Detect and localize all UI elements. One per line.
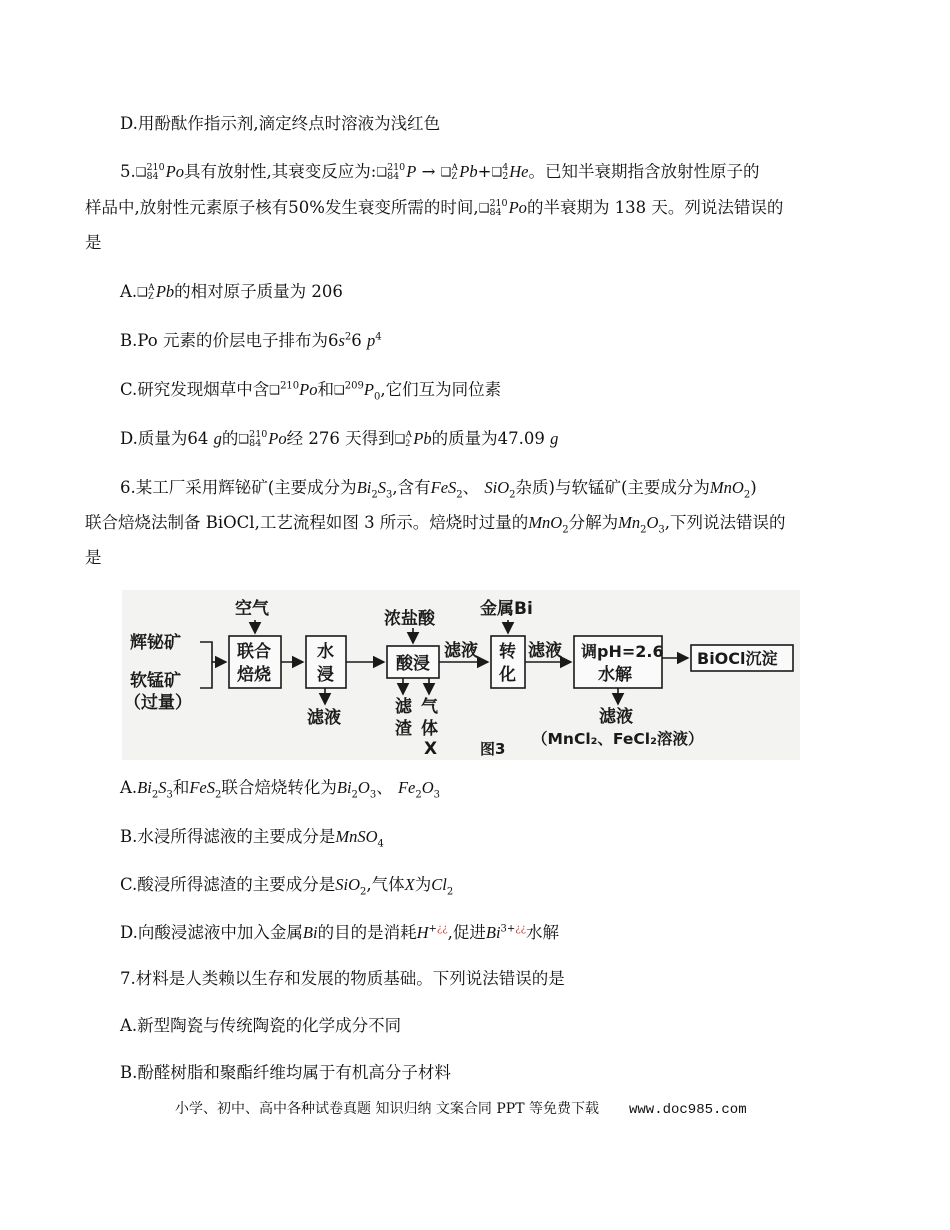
water-filtrate-label: 滤液 [307, 708, 341, 728]
roast-label-2: 焙烧 [237, 665, 271, 685]
acid-filtrate-label: 滤液 [444, 641, 478, 661]
air-label: 空气 [235, 599, 269, 619]
q7-option-b: B.酚醛树脂和聚酯纤维均属于有机高分子材料 [120, 1063, 451, 1082]
residue-label-1: 滤 [395, 697, 412, 717]
q5-stem-line2: 样品中,放射性元素原子核有50%发生衰变所需的时间,❑ 210 84 Po的半衰期为 138 天。列说法错误的 [85, 198, 784, 218]
q5-option-b: B.Po 元素的价层电子排布为$6s^26$ $p^4$ [120, 331, 382, 350]
ore-excess-note: （过量） [124, 693, 192, 713]
q7-stem: 7.材料是人类赖以生存和发展的物质基础。下列说法错误的是 [120, 969, 565, 988]
ore-bismuthinite: 辉铋矿 [130, 633, 181, 653]
placeholder-box-icon: ❑ [478, 201, 490, 215]
placeholder-box-icon: ❑ [269, 383, 281, 397]
residue-label-2: 渣 [395, 719, 412, 739]
placeholder-box-icon: ❑ [137, 285, 148, 299]
convert-label-2: 化 [499, 665, 516, 685]
q6-option-a: $A.Bi_2S_3$和FeS$_2$联合焙烧转化为$Bi_2O_3$、 $Fe_2O_3$ [120, 778, 441, 801]
gas-label-x: X [424, 739, 438, 759]
placeholder-box-icon: ❑ [440, 165, 452, 179]
gas-label-1: 气 [421, 697, 438, 717]
ore-bracket [200, 642, 212, 688]
ore-pyrolusite: 软锰矿 [130, 671, 181, 691]
placeholder-box-icon: ❑ [334, 383, 345, 397]
ph-adjust-label: 调pH=2.6 [581, 642, 664, 661]
bi-metal-label: 金属Bi [480, 599, 533, 619]
filtrate-contents-label: （MnCl₂、FeCl₂溶液） [532, 730, 704, 748]
q5-stem-line3: 是 [85, 233, 102, 252]
q4-option-d: D.用酚酞作指示剂,滴定终点时溶液为浅红色 [120, 114, 441, 133]
roast-label-1: 联合 [237, 642, 271, 662]
q7-option-a: A.新型陶瓷与传统陶瓷的化学成分不同 [120, 1016, 402, 1035]
q6-stem-line2: 联合焙烧法制备 BiOCl,工艺流程如图 3 所示。焙烧时过量的MnO$_2$分解为$Mn_2O_3$,下列说法错误的 [85, 513, 786, 536]
q6-option-c: C.酸浸所得滤渣的主要成分是SiO$_2$,气体X为$Cl_2$ [120, 875, 454, 898]
q5-option-a: A.❑ A Z Pb的相对原子质量为 206 [120, 282, 343, 302]
process-flow-diagram [122, 590, 800, 760]
q6-option-d: D.向酸浸滤液中加入金属Bi的目的是消耗H+¿¿,促进$Bi^{3+¿¿}$水解 [120, 923, 560, 942]
page-footer [175, 1098, 747, 1118]
q6-option-b: B.水浸所得滤液的主要成分是MnSO$_4$ [120, 827, 384, 850]
hydrolysis-filtrate-label: 滤液 [599, 707, 633, 727]
q5-option-d: D.质量为64 g的❑ 210 84 Po经 276 天得到❑ A 2 Pb的质量为47.09 g [120, 429, 559, 449]
footer-url[interactable]: www.doc985.com [628, 1102, 747, 1118]
product-label: BiOCl沉淀 [697, 649, 778, 668]
footer-text: 小学、初中、高中各种试卷真题 知识归纳 文案合同 PPT 等免费下载 [175, 1101, 599, 1117]
acid-leach-label: 酸浸 [396, 654, 430, 674]
q5-stem-line1: 5.❑ 210 84 Po具有放射性,其衰变反应为:❑ 210 84 P → ❑ A Z Pb+❑ 4 2 He。已知半衰期指含放射性原子的 [120, 162, 760, 182]
water-leach-label-1: 水 [317, 642, 334, 662]
figure-caption: 图3 [480, 740, 506, 758]
placeholder-box-icon: ❑ [238, 432, 250, 446]
q6-stem-line3: 是 [85, 548, 102, 567]
placeholder-box-icon: ❑ [394, 432, 406, 446]
conc-hcl-label: 浓盐酸 [384, 609, 435, 629]
placeholder-box-icon: ❑ [491, 165, 503, 179]
gas-label-2: 体 [421, 719, 438, 739]
placeholder-box-icon: ❑ [376, 165, 388, 179]
hydrolysis-label: 水解 [598, 665, 632, 685]
q5-option-c: C.研究发现烟草中含❑$^{210}$Po和$❑^{209}P_0$,它们互为同位素 [120, 380, 502, 403]
placeholder-box-icon: ❑ [135, 165, 147, 179]
water-leach-label-2: 浸 [317, 665, 334, 685]
convert-label-1: 转 [499, 642, 516, 662]
q6-stem-line1: 6.某工厂采用辉铋矿(主要成分为$Bi_2S_3$,含有FeS$_2$、 SiO$_2$杂质)与软锰矿(主要成分为MnO$_2$) [120, 478, 757, 501]
convert-filtrate-label: 滤液 [528, 641, 562, 661]
